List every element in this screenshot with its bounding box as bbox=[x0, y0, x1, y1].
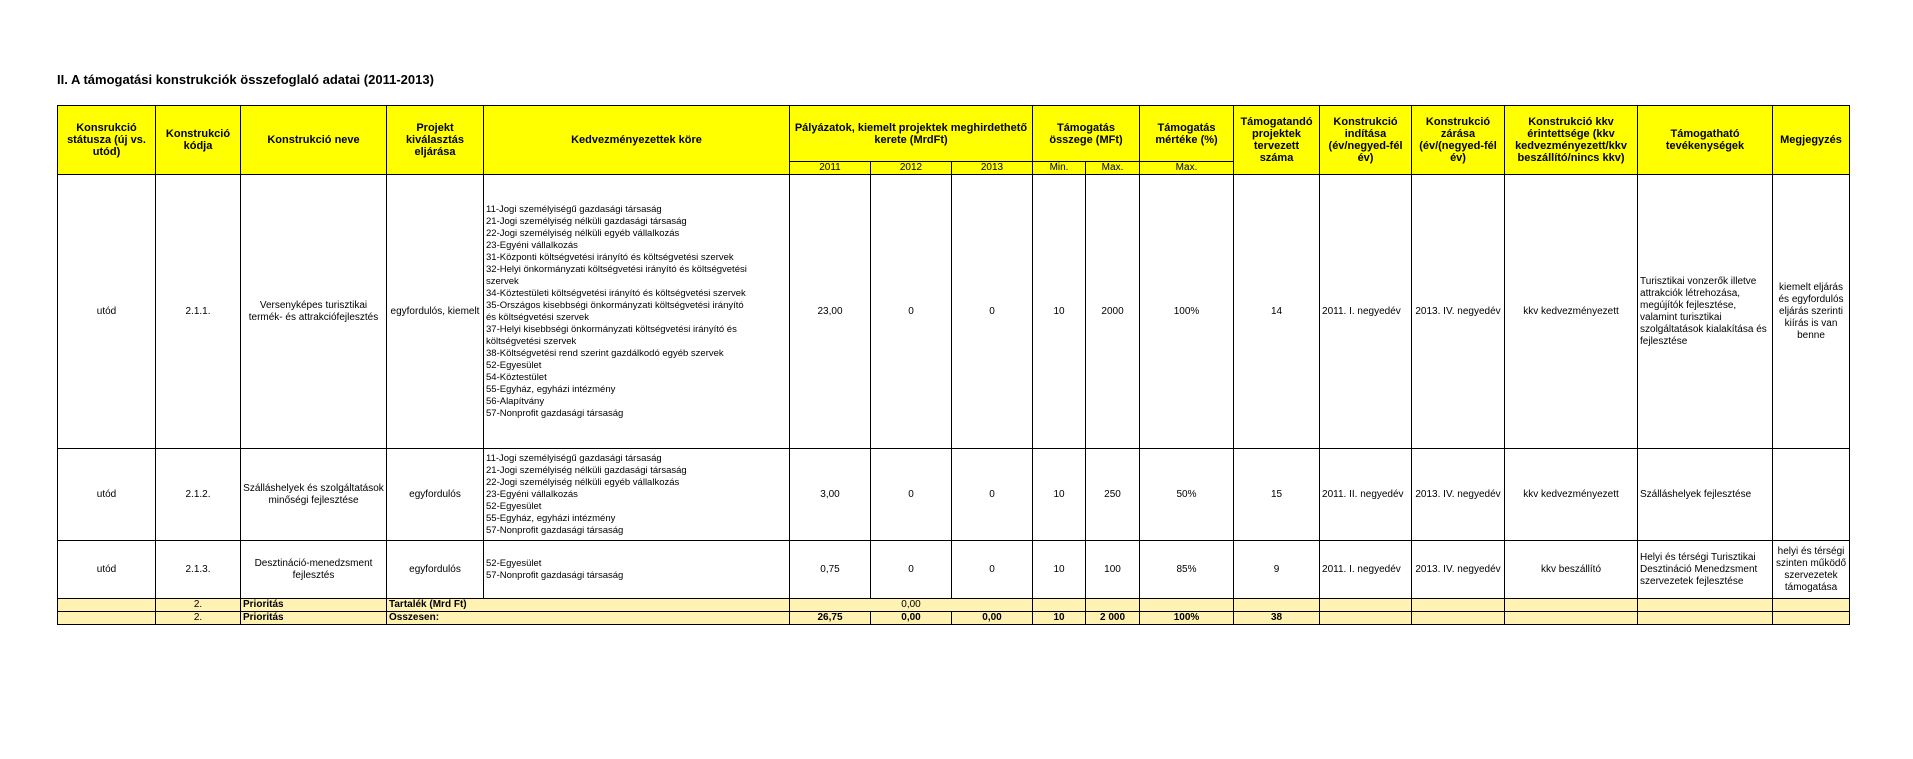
header-start: Konstrukció indítása (év/negyed-fél év) bbox=[1320, 106, 1412, 175]
cell-code: 2.1.2. bbox=[156, 449, 241, 541]
beneficiary-item: 11-Jogi személyiségű gazdasági társaság bbox=[486, 452, 662, 464]
cell-activities: Szálláshelyek fejlesztése bbox=[1638, 449, 1773, 541]
cell-total-max: 2 000 bbox=[1086, 612, 1140, 625]
cell-empty bbox=[1234, 599, 1320, 612]
beneficiary-item: 23-Egyéni vállalkozás bbox=[486, 239, 578, 251]
beneficiary-item: 55-Egyház, egyházi intézmény bbox=[486, 383, 616, 395]
cell-selection: egyfordulós bbox=[387, 541, 484, 599]
header-notes: Megjegyzés bbox=[1773, 106, 1850, 175]
summary-table bbox=[57, 105, 1850, 625]
beneficiary-item: 22-Jogi személyiség nélküli egyéb vállalkozás bbox=[486, 227, 680, 239]
beneficiary-item: 52-Egyesület bbox=[486, 359, 542, 371]
cell-status: utód bbox=[58, 449, 156, 541]
cell-total-2011: 26,75 bbox=[790, 612, 871, 625]
cell-name: Szálláshelyek és szolgáltatások minőségi fejlesztése bbox=[241, 449, 387, 541]
cell-projects: 14 bbox=[1234, 175, 1320, 449]
beneficiary-item: 23-Egyéni vállalkozás bbox=[486, 488, 578, 500]
cell-start: 2011. I. negyedév bbox=[1320, 175, 1412, 449]
cell-code: 2.1.1. bbox=[156, 175, 241, 449]
header-status: Konsrukció státusza (új vs. utód) bbox=[58, 106, 156, 175]
cell-end: 2013. IV. negyedév bbox=[1412, 449, 1505, 541]
header-name: Konstrukció neve bbox=[241, 106, 387, 175]
cell-empty bbox=[1638, 599, 1773, 612]
beneficiary-item: szervek bbox=[486, 275, 519, 287]
table-row bbox=[58, 449, 1850, 541]
cell-amount-max: 2000 bbox=[1086, 175, 1140, 449]
cell-selection: egyfordulós, kiemelt bbox=[387, 175, 484, 449]
beneficiary-item: 11-Jogi személyiségű gazdasági társaság bbox=[486, 203, 662, 215]
header-sme: Konstrukció kkv érintettsége (kkv kedvezményezett/kkv beszállító/nincs kkv) bbox=[1505, 106, 1638, 175]
beneficiary-item: 52-Egyesület bbox=[486, 557, 542, 569]
cell-total-rate: 100% bbox=[1140, 612, 1234, 625]
cell-reserve-label: Prioritás bbox=[241, 599, 387, 612]
cell-total-desc: Összesen: bbox=[387, 612, 790, 625]
cell-empty bbox=[1086, 599, 1140, 612]
cell-beneficiaries bbox=[484, 541, 790, 599]
cell-amount-min: 10 bbox=[1033, 175, 1086, 449]
cell-frame-2011: 23,00 bbox=[790, 175, 871, 449]
cell-empty bbox=[1412, 599, 1505, 612]
beneficiary-item: költségvetési szervek bbox=[486, 335, 577, 347]
beneficiary-item: 38-Költségvetési rend szerint gazdálkodó egyéb szervek bbox=[486, 347, 724, 359]
cell-beneficiaries bbox=[484, 175, 790, 449]
cell-reserve-desc: Tartalék (Mrd Ft) bbox=[387, 599, 790, 612]
beneficiary-item: 54-Köztestület bbox=[486, 371, 547, 383]
cell-notes: kiemelt eljárás és egyfordulós eljárás szerinti kiírás is van benne bbox=[1773, 175, 1850, 449]
cell-rate: 100% bbox=[1140, 175, 1234, 449]
cell-activities: Helyi és térségi Turisztikai Desztináció Menedzsment szervezetek fejlesztése bbox=[1638, 541, 1773, 599]
cell-total-2012: 0,00 bbox=[871, 612, 952, 625]
beneficiary-item: 56-Alapítvány bbox=[486, 395, 545, 407]
cell-empty bbox=[1412, 612, 1505, 625]
cell-name: Versenyképes turisztikai termék- és attrakciófejlesztés bbox=[241, 175, 387, 449]
cell-amount-max: 100 bbox=[1086, 541, 1140, 599]
cell-selection: egyfordulós bbox=[387, 449, 484, 541]
subheader-2013: 2013 bbox=[952, 162, 1033, 175]
beneficiary-item: és költségvetési szervek bbox=[486, 311, 589, 323]
header-projects: Támogatandó projektek tervezett száma bbox=[1234, 106, 1320, 175]
header-selection: Projekt kiválasztás eljárása bbox=[387, 106, 484, 175]
header-beneficiaries: Kedvezményezettek köre bbox=[484, 106, 790, 175]
cell-total-2013: 0,00 bbox=[952, 612, 1033, 625]
header-row bbox=[58, 106, 1850, 162]
cell-total-min: 10 bbox=[1033, 612, 1086, 625]
cell-total-projects: 38 bbox=[1234, 612, 1320, 625]
cell-notes: helyi és térségi szinten működő szervezetek támogatása bbox=[1773, 541, 1850, 599]
cell-frame-2012: 0 bbox=[871, 541, 952, 599]
cell-sme: kkv beszállító bbox=[1505, 541, 1638, 599]
cell-status: utód bbox=[58, 175, 156, 449]
cell-code: 2.1.3. bbox=[156, 541, 241, 599]
cell-amount-min: 10 bbox=[1033, 541, 1086, 599]
header-rate: Támogatás mértéke (%) bbox=[1140, 106, 1234, 162]
cell-frame-2011: 0,75 bbox=[790, 541, 871, 599]
cell-notes bbox=[1773, 449, 1850, 541]
page-title: II. A támogatási konstrukciók összefoglaló adatai (2011-2013) bbox=[57, 72, 434, 87]
cell-frame-2011: 3,00 bbox=[790, 449, 871, 541]
cell-empty bbox=[1140, 599, 1234, 612]
cell-end: 2013. IV. negyedév bbox=[1412, 541, 1505, 599]
beneficiary-item: 57-Nonprofit gazdasági társaság bbox=[486, 407, 624, 419]
cell-empty bbox=[1320, 599, 1412, 612]
cell-projects: 15 bbox=[1234, 449, 1320, 541]
cell-empty bbox=[1505, 612, 1638, 625]
beneficiary-item: 21-Jogi személyiség nélküli gazdasági társaság bbox=[486, 215, 687, 227]
cell-activities: Turisztikai vonzerők illetve attrakciók létrehozása, megújítók fejlesztése, valamint turisztikai szolgáltatások kialakítása és fejlesztése bbox=[1638, 175, 1773, 449]
cell-frame-2013: 0 bbox=[952, 541, 1033, 599]
subheader-2012: 2012 bbox=[871, 162, 952, 175]
subheader-2011: 2011 bbox=[790, 162, 871, 175]
beneficiary-item: 55-Egyház, egyházi intézmény bbox=[486, 512, 616, 524]
cell-empty bbox=[1320, 612, 1412, 625]
header-code: Konstrukció kódja bbox=[156, 106, 241, 175]
beneficiary-item: 31-Központi költségvetési irányító és költségvetési szervek bbox=[486, 251, 734, 263]
cell-projects: 9 bbox=[1234, 541, 1320, 599]
beneficiary-item: 22-Jogi személyiség nélküli egyéb vállalkozás bbox=[486, 476, 680, 488]
cell-amount-min: 10 bbox=[1033, 449, 1086, 541]
header-frame: Pályázatok, kiemelt projektek meghirdethető kerete (MrdFt) bbox=[790, 106, 1033, 162]
beneficiary-item: 52-Egyesület bbox=[486, 500, 542, 512]
cell-rate: 85% bbox=[1140, 541, 1234, 599]
beneficiary-item: 57-Nonprofit gazdasági társaság bbox=[486, 524, 624, 536]
cell-empty bbox=[1505, 599, 1638, 612]
beneficiary-item: 32-Helyi önkormányzati költségvetési irányító és költségvetési bbox=[486, 263, 747, 275]
cell-empty bbox=[1638, 612, 1773, 625]
subheader-rate-max: Max. bbox=[1140, 162, 1234, 175]
cell-amount-max: 250 bbox=[1086, 449, 1140, 541]
subheader-min: Min. bbox=[1033, 162, 1086, 175]
cell-end: 2013. IV. negyedév bbox=[1412, 175, 1505, 449]
header-end: Konstrukció zárása (év/(negyed-fél év) bbox=[1412, 106, 1505, 175]
beneficiary-item: 37-Helyi kisebbségi önkormányzati költségvetési irányító és bbox=[486, 323, 737, 335]
cell-start: 2011. II. negyedév bbox=[1320, 449, 1412, 541]
subheader-max: Max. bbox=[1086, 162, 1140, 175]
cell-empty bbox=[58, 599, 156, 612]
cell-status: utód bbox=[58, 541, 156, 599]
cell-total-code: 2. bbox=[156, 612, 241, 625]
cell-empty bbox=[58, 612, 156, 625]
cell-name: Desztináció-menedzsment fejlesztés bbox=[241, 541, 387, 599]
cell-reserve-code: 2. bbox=[156, 599, 241, 612]
cell-start: 2011. I. negyedév bbox=[1320, 541, 1412, 599]
table-row bbox=[58, 175, 1850, 449]
cell-empty bbox=[1773, 612, 1850, 625]
cell-total-label: Prioritás bbox=[241, 612, 387, 625]
header-activities: Támogatható tevékenységek bbox=[1638, 106, 1773, 175]
cell-frame-2013: 0 bbox=[952, 175, 1033, 449]
cell-empty bbox=[1773, 599, 1850, 612]
cell-frame-2012: 0 bbox=[871, 449, 952, 541]
cell-frame-2013: 0 bbox=[952, 449, 1033, 541]
beneficiary-item: 35-Országos kisebbségi önkormányzati költségvetési irányító bbox=[486, 299, 744, 311]
total-row bbox=[58, 612, 1850, 625]
header-amount: Támogatás összege (MFt) bbox=[1033, 106, 1140, 162]
cell-frame-2012: 0 bbox=[871, 175, 952, 449]
table-row bbox=[58, 541, 1850, 599]
reserve-row bbox=[58, 599, 1850, 612]
beneficiary-item: 34-Köztestületi költségvetési irányító és költségvetési szervek bbox=[486, 287, 746, 299]
cell-beneficiaries bbox=[484, 449, 790, 541]
cell-rate: 50% bbox=[1140, 449, 1234, 541]
beneficiary-item: 21-Jogi személyiség nélküli gazdasági társaság bbox=[486, 464, 687, 476]
cell-empty bbox=[1033, 599, 1086, 612]
beneficiary-item: 57-Nonprofit gazdasági társaság bbox=[486, 569, 624, 581]
cell-sme: kkv kedvezményezett bbox=[1505, 449, 1638, 541]
cell-reserve-value: 0,00 bbox=[790, 599, 1033, 612]
cell-sme: kkv kedvezményezett bbox=[1505, 175, 1638, 449]
